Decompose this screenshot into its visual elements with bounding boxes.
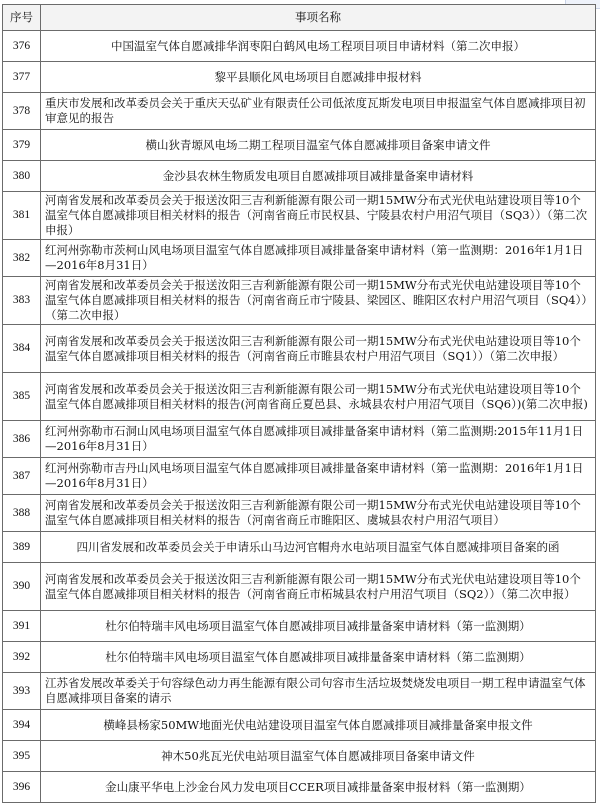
row-item-name: 红河州弥勒市茨柯山风电场项目温室气体自愿减排项目减排量备案申请材料（第一监测期：2016年1月1日—2016年8月31日） [41, 240, 596, 277]
row-number: 381 [3, 192, 41, 240]
row-number: 382 [3, 240, 41, 277]
row-number: 384 [3, 325, 41, 373]
row-number: 388 [3, 495, 41, 532]
header-row [3, 5, 596, 31]
items-table [2, 4, 596, 803]
row-number: 380 [3, 161, 41, 192]
row-number: 385 [3, 373, 41, 421]
row-item-name: 四川省发展和改革委员会关于申请乐山马边河官帽舟水电站项目温室气体自愿减排项目备案的函 [41, 532, 596, 563]
table-row [3, 563, 596, 611]
table-row [3, 772, 596, 803]
table-row [3, 31, 596, 62]
table-row [3, 532, 596, 563]
table-row [3, 642, 596, 673]
header-number: 序号 [3, 5, 41, 31]
row-number: 378 [3, 93, 41, 130]
row-item-name: 黎平县顺化风电场项目自愿减排申报材料 [41, 62, 596, 93]
row-number: 391 [3, 611, 41, 642]
table-row [3, 373, 596, 421]
row-item-name: 河南省发展和改革委员会关于报送汝阳三吉利新能源有限公司一期15MW分布式光伏电站建设项目等10个温室气体自愿减排项目相关材料的报告（河南省商丘市民权县、宁陵县农村户用沼气项目（SQ3））（第二次申报） [41, 192, 596, 240]
row-item-name: 河南省发展和改革委员会关于报送汝阳三吉利新能源有限公司一期15MW分布式光伏电站建设项目等10个温室气体自愿减排项目相关材料的报告（河南省商丘市睢县农村户用沼气项目（SQ1））（第二次申报） [41, 325, 596, 373]
row-item-name: 杜尔伯特瑞丰风电场项目温室气体自愿减排项目减排量备案申请材料（第一监测期） [41, 611, 596, 642]
row-item-name: 河南省发展和改革委员会关于报送汝阳三吉利新能源有限公司一期15MW分布式光伏电站建设项目等10个温室气体自愿减排项目相关材料的报告(河南省商丘夏邑县、永城县农村户用沼气项目（SQ6）)(第二次申报) [41, 373, 596, 421]
table-row [3, 192, 596, 240]
table-row [3, 325, 596, 373]
row-number: 386 [3, 421, 41, 458]
table-row [3, 495, 596, 532]
row-item-name: 河南省发展和改革委员会关于报送汝阳三吉利新能源有限公司一期15MW分布式光伏电站建设项目等10个温室气体自愿减排项目相关材料的报告（河南省商丘市柘城县农村户用沼气项目（SQ2））（第二次申报） [41, 563, 596, 611]
row-number: 377 [3, 62, 41, 93]
row-number: 390 [3, 563, 41, 611]
table-header [3, 5, 596, 31]
row-item-name: 重庆市发展和改革委员会关于重庆天弘矿业有限责任公司低浓度瓦斯发电项目申报温室气体自愿减排项目初审意见的报告 [41, 93, 596, 130]
row-item-name: 红河州弥勒市石洞山风电场项目温室气体自愿减排项目减排量备案申请材料（第二监测期:2015年11月1日—2016年8月31日） [41, 421, 596, 458]
row-number: 394 [3, 710, 41, 741]
table-row [3, 277, 596, 325]
row-item-name: 江苏省发展改革委关于句容绿色动力再生能源有限公司句容市生活垃圾焚烧发电项目一期工程申请温室气体自愿减排项目备案的请示 [41, 673, 596, 710]
row-number: 383 [3, 277, 41, 325]
row-number: 396 [3, 772, 41, 803]
table-row [3, 611, 596, 642]
row-number: 392 [3, 642, 41, 673]
table-row [3, 673, 596, 710]
row-item-name: 中国温室气体自愿减排华润枣阳白鹤风电场工程项目项目申请材料（第二次申报） [41, 31, 596, 62]
table-row [3, 421, 596, 458]
row-number: 376 [3, 31, 41, 62]
row-item-name: 横山狄青塬风电场二期工程项目温室气体自愿减排项目备案申请文件 [41, 130, 596, 161]
table-row [3, 161, 596, 192]
row-item-name: 金山康平华电上沙金台风力发电项目CCER项目减排量备案申报材料（第一监测期） [41, 772, 596, 803]
row-item-name: 横峰县杨家50MW地面光伏电站建设项目温室气体自愿减排项目减排量备案申报文件 [41, 710, 596, 741]
table-row [3, 710, 596, 741]
row-item-name: 红河州弥勒市吉丹山风电场项目温室气体自愿减排项目减排量备案申请材料（第一监测期：2016年1月1日—2016年8月31日） [41, 458, 596, 495]
row-item-name: 金沙县农林生物质发电项目自愿减排项目减排量备案申请材料 [41, 161, 596, 192]
table-row [3, 130, 596, 161]
row-number: 379 [3, 130, 41, 161]
row-number: 389 [3, 532, 41, 563]
row-item-name: 河南省发展和改革委员会关于报送汝阳三吉利新能源有限公司一期15MW分布式光伏电站建设项目等10个温室气体自愿减排项目相关材料的报告（河南省商丘市宁陵县、梁园区、睢阳区农村户用沼气项目（SQ4））（第二次申报） [41, 277, 596, 325]
row-number: 393 [3, 673, 41, 710]
row-item-name: 杜尔伯特瑞丰风电场项目温室气体自愿减排项目减排量备案申请材料（第二监测期） [41, 642, 596, 673]
table-row [3, 458, 596, 495]
row-item-name: 神木50兆瓦光伏电站项目温室气体自愿减排项目备案申请文件 [41, 741, 596, 772]
table-row [3, 93, 596, 130]
table-row [3, 62, 596, 93]
table-body [3, 31, 596, 803]
row-number: 395 [3, 741, 41, 772]
table-row [3, 240, 596, 277]
row-number: 387 [3, 458, 41, 495]
row-item-name: 河南省发展和改革委员会关于报送汝阳三吉利新能源有限公司一期15MW分布式光伏电站建设项目等10个温室气体自愿减排项目相关材料的报告（河南省商丘市睢阳区、虞城县农村户用沼气项目） [41, 495, 596, 532]
table-row [3, 741, 596, 772]
header-item-name: 事项名称 [41, 5, 596, 31]
